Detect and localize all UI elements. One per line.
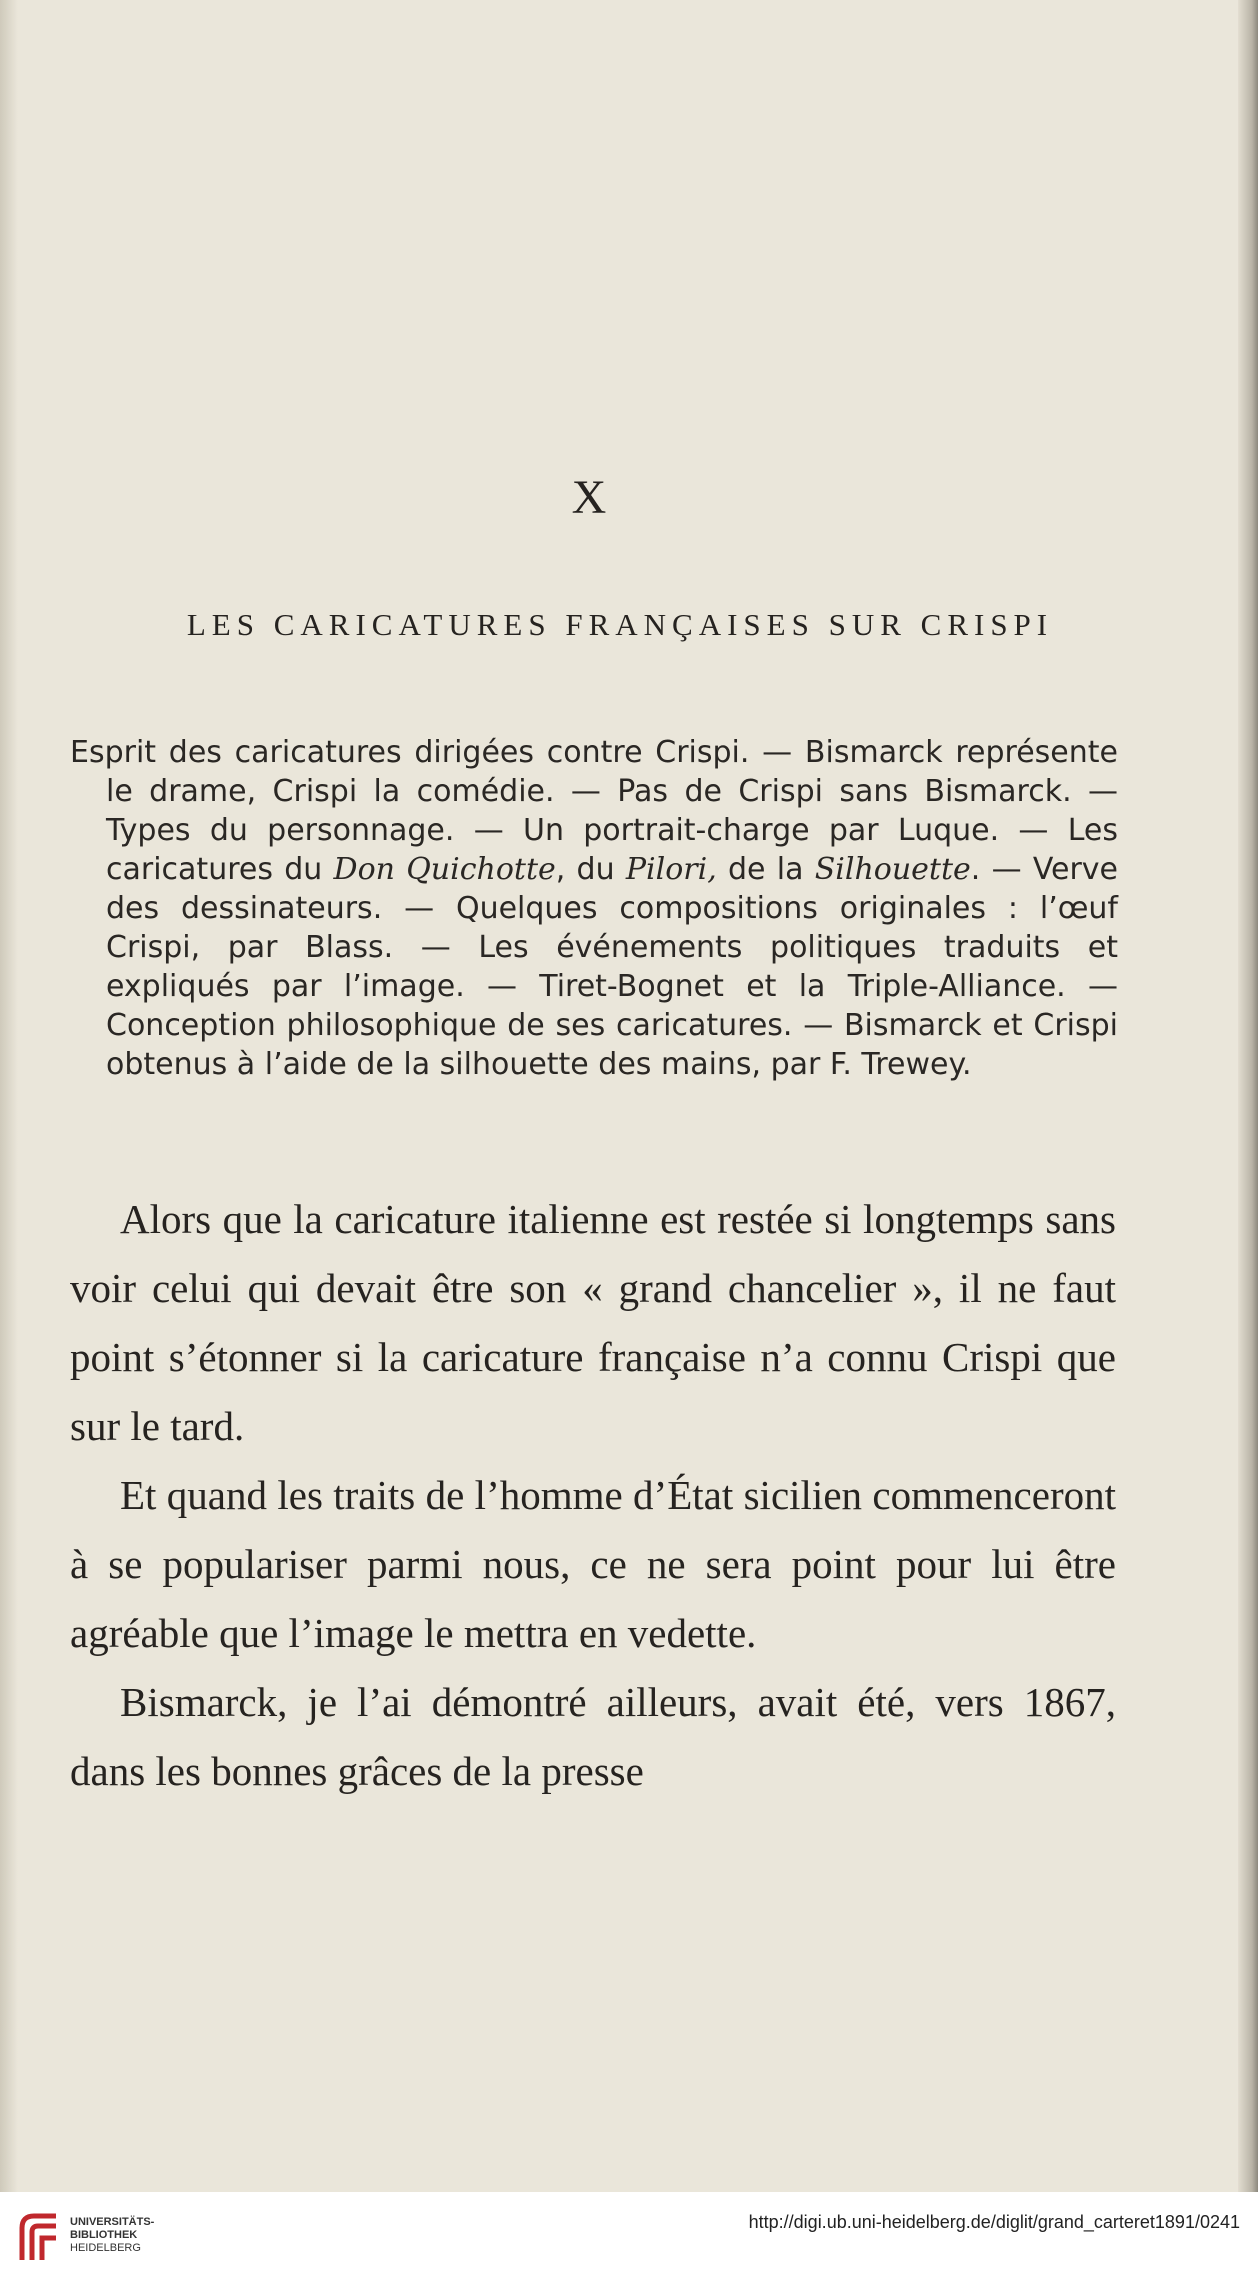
body-paragraph: Et quand les traits de l’homme d’État sicilien commenceront à se populariser parmi nous, ce ne sera point pour lui être agréable que l’image le mettra en vedette. [70,1472,1116,1656]
ub-heidelberg-logo-icon [14,2208,64,2268]
library-name-line: BIBLIOTHEK [70,2229,138,2241]
body-paragraph: Bismarck, je l’ai démontré ailleurs, avait été, vers 1867, dans les bonnes grâces de la presse [70,1679,1116,1794]
library-name-line: UNIVERSITÄTS- [70,2216,155,2228]
chapter-summary [70,733,1118,1084]
body-paragraph: Alors que la caricature italienne est restée si longtemps sans voir celui qui devait être son « grand chancelier », il ne faut point s’étonner si la caricature française n’a connu Crispi que sur le tard. [70,1196,1116,1449]
library-name [70,2216,154,2255]
body-text [70,1185,1116,1806]
page-edge [1238,0,1258,2192]
footer-bar [0,2192,1258,2284]
chapter-number: X [571,471,609,524]
source-url-link[interactable]: http://digi.ub.uni-heidelberg.de/diglit/grand_carteret1891/0241 [748,2212,1240,2232]
chapter-title: LES CARICATURES FRANÇAISES SUR CRISPI [186,607,1054,642]
summary-italic-don-quichotte: Don Quichotte [333,852,556,887]
summary-italic-pilori: Pilori, [625,852,717,887]
summary-text-1: Esprit des caricatures dirigées contre Crispi. — Bismarck représente le drame, Crispi la comédie. — Pas de Crispi sans Bismarck. — Types du personnage. — Un portrait-charge par Luque. — Les caricatures du [70,735,1118,887]
summary-text-4: . — Verve des dessinateurs. — Quelques compositions originales : l’œuf Crispi, par Blass. — Les événements politiques traduits et expliqués par l’image. — Tiret-Bognet et la Triple-Alliance. — Conception philosophique de ses caricatures. — Bismarck et Crispi obtenus à l’aide de la silhouette des mains, par F. Trewey. [106,852,1119,1082]
library-name-line: HEIDELBERG [70,2242,141,2254]
summary-italic-silhouette: Silhouette [814,852,971,887]
page-gutter-shadow [0,0,18,2192]
summary-text-3: de la [716,852,815,887]
summary-text-2: , du [555,852,626,887]
